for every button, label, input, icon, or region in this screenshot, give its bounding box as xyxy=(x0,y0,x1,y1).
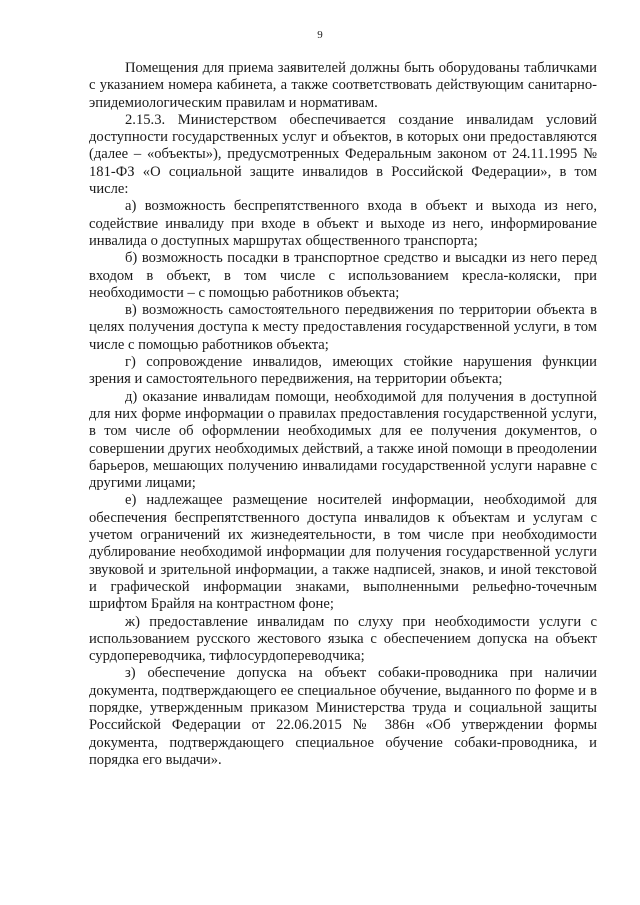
paragraph-item-z: з) обеспечение допуска на объект собаки-проводника при наличии документа, подтверждающего ее специальное обучение, выданного по форме и в порядке, утвержденным приказом Министерства труда и социальной защиты Российской Федерации от 22.06.2015 № 386н «Об утверждении формы документа, подтверждающего специальное обучение собаки-проводника, и порядка его выдачи». xyxy=(89,665,597,768)
paragraph-item-g: г) сопровождение инвалидов, имеющих стойкие нарушения функции зрения и самостоятельного передвижения, на территории объекта; xyxy=(89,354,597,388)
paragraph-item-b: б) возможность посадки в транспортное средство и высадки из него перед входом в объект, в том числе с использованием кресла-коляски, при необходимости – с помощью работников объекта; xyxy=(89,250,597,301)
paragraph-item-a: а) возможность беспрепятственного входа в объект и выхода из него, содействие инвалиду при входе в объект и выходе из него, информирование инвалида о доступных маршрутах общественного транспорта; xyxy=(89,198,597,249)
paragraph-item-d: д) оказание инвалидам помощи, необходимой для получения в доступной для них форме информации о правилах предоставления государственной услуги, в том числе об оформлении необходимых для ее получения документов, о совершении других необходимых действий, а также иной помощи в преодолении барьеров, мешающих получению инвалидами государственной услуги наравне с другими лицами; xyxy=(89,388,597,492)
paragraph-item-zh: ж) предоставление инвалидам по слуху при необходимости услуги с использованием русского жестового языка с обеспечением допуска на объект сурдопереводчика, тифлосурдопереводчика; xyxy=(89,613,597,665)
paragraph-premises: Помещения для приема заявителей должны быть оборудованы табличками с указанием номера кабинета, а также соответствовать действующим санитарно-эпидемиологическим правилам и нормативам. xyxy=(89,60,597,111)
paragraph-2-15-3: 2.15.3. Министерством обеспечивается создание инвалидам условий доступности государственных услуг и объектов, в которых они предоставляются (далее – «объекты»), предусмотренных Федеральным законом от 24.11.1995 № 181-ФЗ «О социальной защите инвалидов в Российской Федерации», в том числе: xyxy=(89,111,597,198)
paragraph-item-v: в) возможность самостоятельного передвижения по территории объекта в целях получения доступа к месту предоставления государственной услуги, в том числе с помощью работников объекта; xyxy=(89,302,597,353)
page-number: 9 xyxy=(317,29,323,41)
document-body xyxy=(89,60,597,769)
paragraph-item-e: е) надлежащее размещение носителей информации, необходимой для обеспечения беспрепятственного доступа инвалидов к объектам и услугам с учетом ограничений их жизнедеятельности, в том числе при необходимости дублирование необходимой информации для получения государственной услуги звуковой и зрительной информации, а также надписей, знаков, и иной текстовой и графической информации знаками, выполненными рельефно-точечным шрифтом Брайля на контрастном фоне; xyxy=(89,492,597,613)
